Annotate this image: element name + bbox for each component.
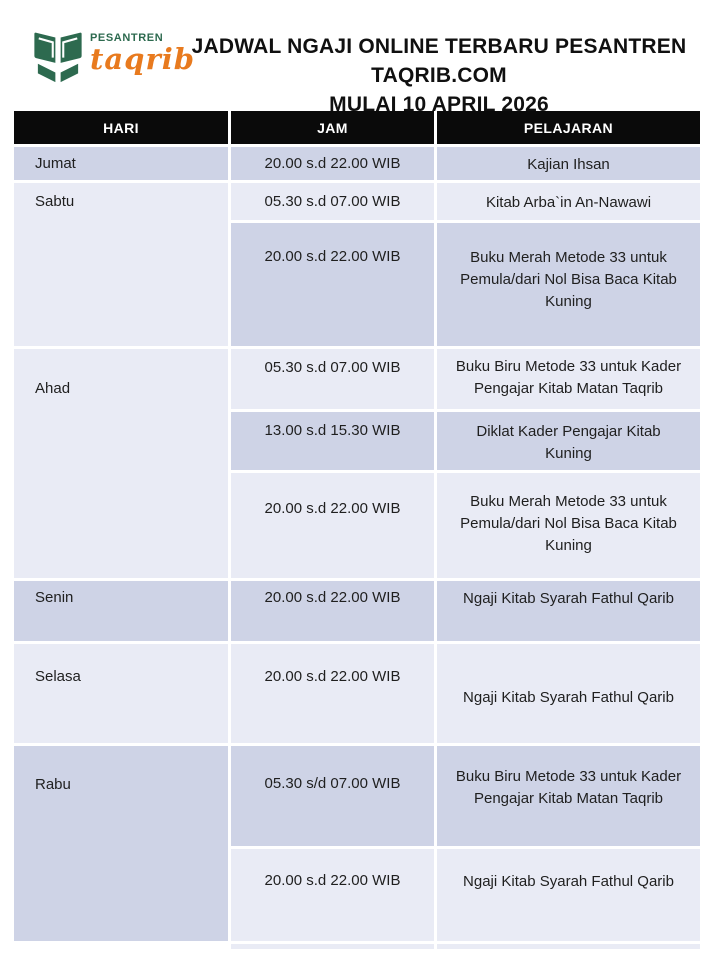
time-cell: 20.00 s.d 22.00 WIB <box>231 223 434 346</box>
logo-brand-name: PESANTREN <box>90 32 164 44</box>
lesson-cell: Buku Biru Metode 33 untuk Kader Pengajar Kitab Matan Taqrib <box>437 746 700 846</box>
day-cell: Ahad <box>14 349 228 578</box>
time-cell <box>231 944 434 949</box>
lesson-cell: Ngaji Kitab Syarah Fathul Qarib <box>437 644 700 743</box>
time-cell: 05.30 s.d 07.00 WIB <box>231 183 434 220</box>
open-book-on-stand-icon <box>30 26 86 84</box>
time-cell: 20.00 s.d 22.00 WIB <box>231 644 434 743</box>
page-title-line1: JADWAL NGAJI ONLINE TERBARU PESANTREN TAQRIB.COM <box>191 35 687 87</box>
lesson-cell <box>437 944 700 949</box>
logo-brand-script: taqrib <box>90 42 196 76</box>
lesson-cell: Ngaji Kitab Syarah Fathul Qarib <box>437 849 700 941</box>
table-row <box>14 746 700 846</box>
table-row <box>14 644 700 743</box>
table-row <box>14 147 700 180</box>
time-cell: 20.00 s.d 22.00 WIB <box>231 147 434 180</box>
lesson-cell: Buku Biru Metode 33 untuk Kader Pengajar Kitab Matan Taqrib <box>437 349 700 409</box>
page-title <box>172 24 706 119</box>
schedule-table <box>11 108 703 952</box>
lesson-cell: Buku Merah Metode 33 untuk Pemula/dari Nol Bisa Baca Kitab Kuning <box>437 223 700 346</box>
table-row <box>14 581 700 641</box>
day-cell: Sabtu <box>14 183 228 346</box>
page-title-line2: MULAI 10 APRIL 2026 <box>329 93 549 116</box>
day-cell: Rabu <box>14 746 228 941</box>
lesson-cell: Kajian Ihsan <box>437 147 700 180</box>
day-cell: Senin <box>14 581 228 641</box>
table-row-partial <box>14 944 700 949</box>
day-cell <box>14 944 228 949</box>
column-header-hari: HARI <box>14 111 228 144</box>
lesson-cell: Diklat Kader Pengajar Kitab Kuning <box>437 412 700 470</box>
time-cell: 20.00 s.d 22.00 WIB <box>231 581 434 641</box>
lesson-cell: Ngaji Kitab Syarah Fathul Qarib <box>437 581 700 641</box>
page-header <box>0 0 720 116</box>
schedule-table-body <box>14 147 700 949</box>
time-cell: 05.30 s.d 07.00 WIB <box>231 349 434 409</box>
time-cell: 05.30 s/d 07.00 WIB <box>231 746 434 846</box>
day-cell: Selasa <box>14 644 228 743</box>
column-header-pelajaran: PELAJARAN <box>437 111 700 144</box>
day-cell: Jumat <box>14 147 228 180</box>
lesson-cell: Kitab Arba`in An-Nawawi <box>437 183 700 220</box>
pesantren-taqrib-logo <box>30 24 196 84</box>
time-cell: 13.00 s.d 15.30 WIB <box>231 412 434 470</box>
table-row <box>14 183 700 220</box>
table-row <box>14 349 700 409</box>
column-header-jam: JAM <box>231 111 434 144</box>
lesson-cell: Buku Merah Metode 33 untuk Pemula/dari Nol Bisa Baca Kitab Kuning <box>437 473 700 578</box>
time-cell: 20.00 s.d 22.00 WIB <box>231 473 434 578</box>
time-cell: 20.00 s.d 22.00 WIB <box>231 849 434 941</box>
